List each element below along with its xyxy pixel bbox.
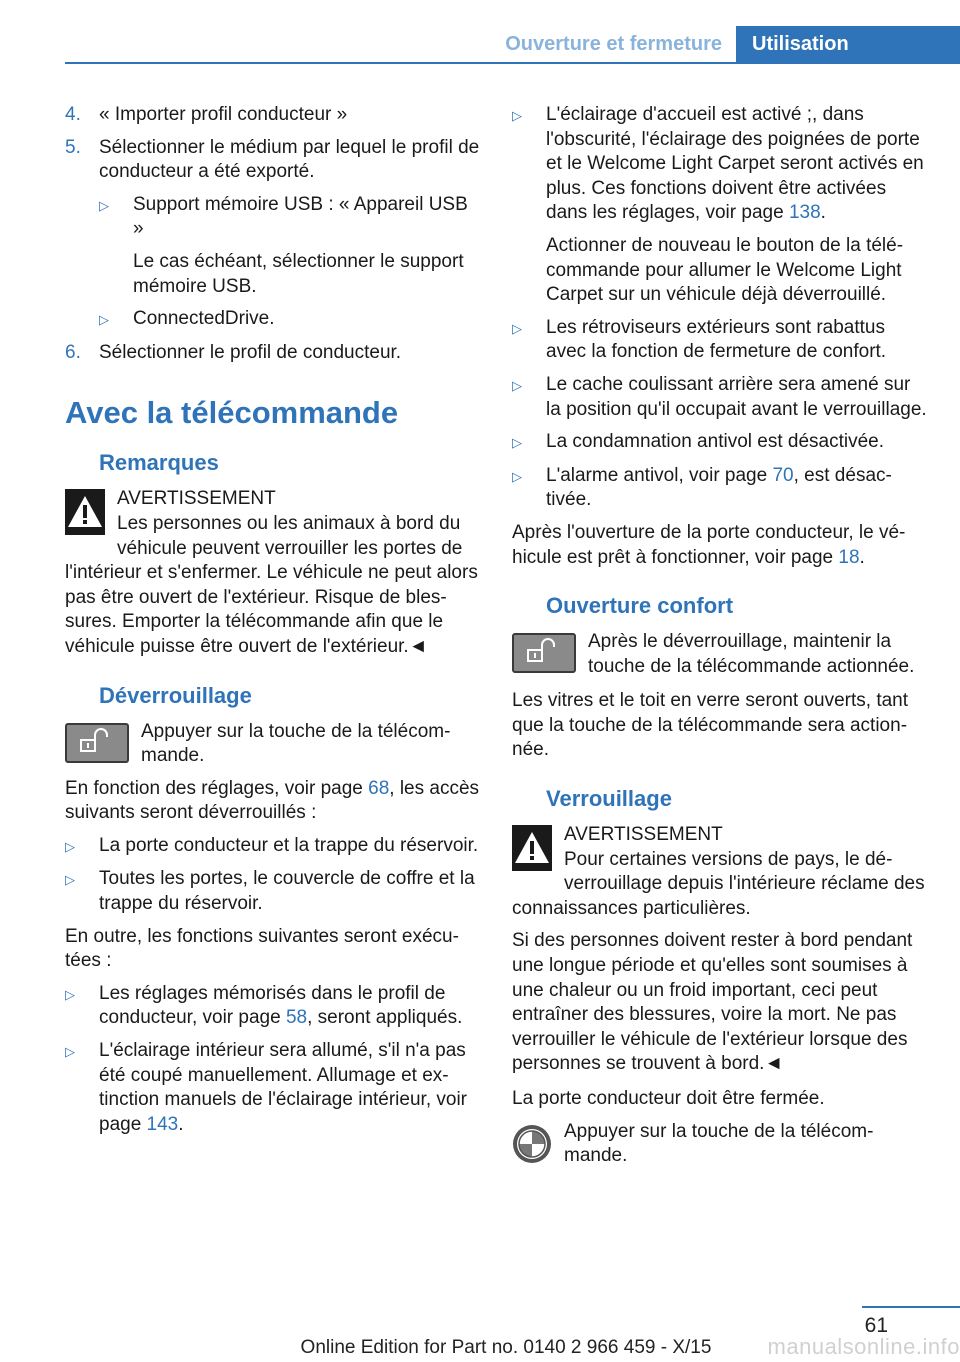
list-item (512, 103, 930, 308)
page-link[interactable]: 68 (368, 777, 390, 799)
warning-text: Pour certaines versions de pays, le déverrouillage depuis l'intérieure réclame des connaissances particulières. (512, 848, 925, 919)
list-item-note: Le cas échéant, sélectionner le support mémoire USB. (133, 250, 464, 297)
subsection-heading: Ouverture confort (546, 593, 734, 619)
bullet-triangle-icon: ▷ (65, 872, 75, 888)
page-link[interactable]: 143 (146, 1113, 179, 1135)
step-text: « Importer profil conducteur » (99, 104, 348, 125)
warning-block (65, 487, 481, 659)
step-text: Sélectionner le profil de conducteur. (99, 341, 402, 363)
text-run: Après l'ouverture de la porte conducteur, le véhicule est prêt à fonctionner, voir page (512, 521, 906, 568)
list-item (512, 373, 930, 422)
text-run: , seront appliqués. (307, 1007, 463, 1029)
warning-text: Les personnes ou les animaux à bord du véhicule peuvent verrouiller les portes de l'intérieur et s'enfermer. Le véhicule ne peut alors pas être ouvert de l'extérieur. Risque de blessures. Emporter la télécommande afin que le véhicule puisse être ouvert de l'extérieur.◄ (65, 512, 478, 657)
text-run: , les accès suivants seront déverrouillés : (65, 777, 480, 824)
list-item (65, 867, 481, 916)
warning-text-continued: Si des personnes doivent rester à bord pendant une longue période et qu'elles sont soumises à une chaleur ou un froid important, ceci peut entraîner des blessures, voire la mort. Ne pas verrouiller le véhicule de l'extérieur lorsque des personnes se trouvent à bord.◄ (512, 930, 913, 1075)
functions-intro: En outre, les fonctions suivantes seront exécutées : (65, 925, 459, 972)
step-number: 4. (65, 104, 81, 125)
watermark: manualsonline.info (767, 1334, 960, 1359)
list-item-text: ConnectedDrive. (133, 308, 275, 330)
bullet-triangle-icon: ▷ (512, 435, 522, 451)
list-item (99, 193, 481, 299)
unlock-key-icon (65, 723, 129, 763)
list-item-text: Le cache coulissant arrière sera amené sur la position qu'il occupait avant le verrouillage. (546, 373, 927, 420)
warning-triangle-icon (65, 489, 105, 535)
warning-label: AVERTISSEMENT (117, 488, 276, 510)
step-number: 5. (65, 136, 81, 158)
list-item-text (99, 1039, 481, 1137)
text-run: . (820, 202, 826, 224)
step-number: 6. (65, 341, 81, 363)
text-run: Les réglages mémorisés dans le profil de conducteur, voir page (99, 982, 446, 1029)
bullet-triangle-icon: ▷ (99, 197, 109, 213)
bullet-triangle-icon: ▷ (512, 377, 522, 393)
page-link[interactable]: 138 (788, 202, 821, 224)
text-run: En fonction des réglages, voir page (65, 777, 369, 799)
section-heading: Avec la télécommande (65, 395, 399, 431)
page-link[interactable]: 58 (285, 1007, 308, 1029)
right-column (512, 103, 930, 1177)
step-5 (65, 136, 481, 185)
ready-paragraph (512, 521, 930, 570)
subsection-heading: Remarques (99, 450, 219, 476)
bullet-triangle-icon: ▷ (65, 986, 75, 1002)
list-item-text (546, 464, 930, 513)
unlock-key-row (65, 720, 481, 769)
bullet-triangle-icon: ▷ (65, 838, 75, 854)
footer-edition: Online Edition for Part no. 0140 2 966 459 - X/15 (300, 1337, 712, 1358)
list-item-text: La condamnation antivol est désactivée. (546, 431, 884, 453)
left-column (65, 103, 481, 1145)
list-item (65, 834, 481, 860)
step-5-options (99, 193, 481, 333)
step-6 (65, 341, 481, 366)
list-item (65, 1039, 481, 1137)
list-item-text: Les rétroviseurs extérieurs sont rabattus avec la fonction de fermeture de confort. (546, 316, 887, 363)
step-text: Sélectionner le médium par lequel le profil de conducteur a été exporté. (99, 136, 480, 183)
bullet-triangle-icon: ▷ (512, 320, 522, 336)
footer-rule (862, 1306, 960, 1308)
unlock-key-icon (512, 633, 576, 673)
text-run: L'éclairage intérieur sera allumé, s'il n'a pas été coupé manuellement. Allumage et extinction manuels de l'éclairage intérieur, voir page (99, 1040, 467, 1135)
list-item (65, 982, 481, 1031)
header-chapter-tab: Utilisation (736, 26, 960, 62)
lock-key-row (512, 1120, 930, 1169)
bullet-triangle-icon: ▷ (65, 1044, 75, 1060)
subsection-heading: Déverrouillage (99, 682, 252, 708)
warning-block (512, 823, 930, 921)
comfort-instruction: Après le déverrouillage, maintenir la touche de la télécommande actionnée. (588, 631, 915, 677)
text-run: . (178, 1113, 184, 1135)
list-item (512, 316, 930, 365)
bullet-triangle-icon: ▷ (512, 108, 522, 123)
list-item-text: Toutes les portes, le couvercle de coffre et la trappe du réservoir. (99, 868, 475, 915)
step-4 (65, 103, 481, 128)
list-item-text: La porte conducteur et la trappe du réservoir. (99, 834, 479, 856)
text-run: L'alarme antivol, voir page (546, 464, 773, 486)
header-section-title: Ouverture et fermeture (505, 33, 722, 55)
bullet-triangle-icon: ▷ (512, 468, 522, 484)
unlock-instruction: Appuyer sur la touche de la télécommande. (141, 720, 451, 767)
list-item-note: Actionner de nouveau le bouton de la télécommande pour allumer le Welcome Light Carpet sur un véhicule déjà déverrouillé. (546, 234, 904, 306)
list-item-text: Support mémoire USB : « Appareil USB » (133, 193, 468, 240)
page-number: 61 (864, 1314, 888, 1337)
bmw-logo-key-icon (512, 1124, 552, 1164)
subsection-heading: Verrouillage (546, 786, 672, 812)
list-item (99, 307, 481, 333)
lock-instruction: Appuyer sur la touche de la télécommande. (564, 1120, 874, 1167)
text-run: L'éclairage d'accueil est activé ;, dans l'obscurité, l'éclairage des poignées de porte et le Welcome Light Carpet seront activés en plus. Ces fonctions doivent être activées dans les réglages, voir page (546, 104, 924, 224)
comfort-key-row (512, 630, 930, 679)
list-item-text (99, 982, 481, 1031)
warning-label: AVERTISSEMENT (564, 824, 723, 846)
page-link[interactable]: 70 (772, 464, 794, 486)
warning-triangle-icon (512, 825, 552, 871)
windows-paragraph: Les vitres et le toit en verre seront ouverts, tant que la touche de la télécommande sera actionnée. (512, 690, 909, 761)
list-item (512, 464, 930, 513)
bullet-triangle-icon: ▷ (99, 312, 109, 328)
list-item-text (546, 103, 930, 226)
settings-paragraph (65, 777, 481, 826)
page-link[interactable]: 18 (838, 546, 860, 568)
door-closed-note: La porte conducteur doit être fermée. (512, 1088, 825, 1109)
list-item (512, 430, 930, 456)
text-run: . (859, 546, 865, 568)
text-run: , est désactivée. (546, 464, 892, 511)
header-rule (65, 62, 960, 64)
